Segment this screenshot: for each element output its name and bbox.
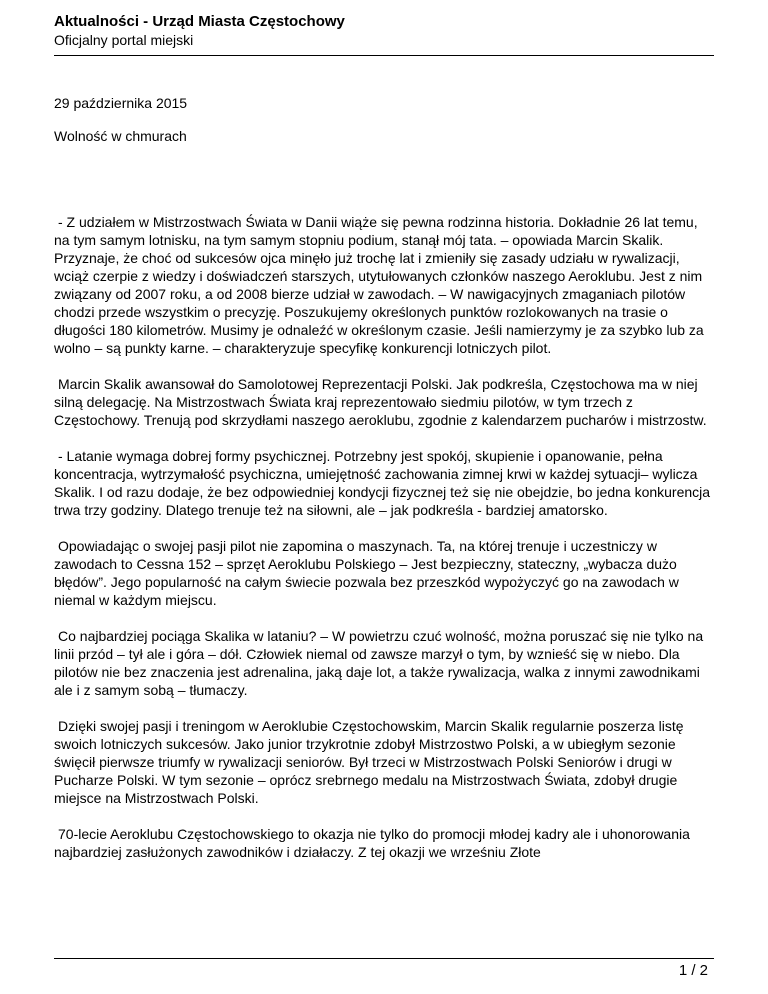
- article-date: 29 października 2015: [54, 95, 188, 111]
- article-paragraph: - Latanie wymaga dobrej formy psychicznej. Potrzebny jest spokój, skupienie i opanowanie, pełna koncentracja, wytrzymałość psychiczna, umiejętność zachowania zimnej krwi w każdej sytuacji– wylicza Skalik. I od razu dodaje, że bez odpowiedniej kondycji fizycznej też się nie obejdzie, bo jedna konkurencja trwa trzy godziny. Dlatego trenuje też na siłowni, ale – jak podkreśla - bardziej amatorsko.: [54, 448, 711, 518]
- article-paragraph: Marcin Skalik awansował do Samolotowej Reprezentacji Polski. Jak podkreśla, Częstochowa ma w niej silną delegację. Na Mistrzostwach Świata kraj reprezentowało siedmiu pilotów, w tym trzech z Częstochowy. Trenują pod skrzydłami naszego aeroklubu, zgodnie z kalendarzem pucharów i mistrzostw.: [54, 376, 707, 428]
- article-body: [54, 213, 716, 879]
- article-paragraph: Co najbardziej pociąga Skalika w lataniu? – W powietrzu czuć wolność, można poruszać się nie tylko na linii przód – tył ale i góra – dół. Człowiek niemal od zawsze marzył o tym, by wznieść się w niebo. Dla pilotów nie bez znaczenia jest adrenalina, jaką daje lot, a także rywalizacja, walka z innymi zawodnikami ale i z samym sobą – tłumaczy.: [54, 628, 704, 698]
- page-header: [54, 12, 714, 49]
- site-title: Aktualności - Urząd Miasta Częstochowy: [54, 13, 345, 30]
- article-paragraph: 70-lecie Aeroklubu Częstochowskiego to okazja nie tylko do promocji młodej kadry ale i uhonorowania najbardziej zasłużonych zawodników i działaczy. Z tej okazji we wrześniu Złote: [54, 826, 690, 860]
- site-subtitle: Oficjalny portal miejski: [54, 32, 194, 48]
- article-paragraph: - Z udziałem w Mistrzostwach Świata w Danii wiąże się pewna rodzinna historia. Dokładnie 26 lat temu, na tym samym lotnisku, na tym samym stopniu podium, stanął mój tata. – opowiada Marcin Skalik. Przyznaje, że choć od sukcesów ojca minęło już trochę lat i zmieniły się zasady udziału w rywalizacji, wciąż czerpie z wiedzy i doświadczeń starszych, utytułowanych członków naszego Aeroklubu. Jest z nim związany od 2007 roku, a od 2008 bierze udział w zawodach. – W nawigacyjnych zmaganiach pilotów chodzi przede wszystkim o precyzję. Poszukujemy określonych punktów rozlokowanych na trasie o długości 180 kilometrów. Musimy je odnaleźć w określonym czasie. Jeśli namierzymy je za szybko lub za wolno – są punkty karne. – charakteryzuje specyfikę konkurencji lotniczych pilot.: [54, 214, 704, 356]
- article-paragraph: Opowiadając o swojej pasji pilot nie zapomina o maszynach. Ta, na której trenuje i uczestniczy w zawodach to Cessna 152 – sprzęt Aeroklubu Polskiego – Jest bezpieczny, stateczny, „wybacza dużo błędów”. Jego popularność na całym świecie pozwala bez przeszkód wypożyczyć go na zawodach w niemal w każdym miejscu.: [54, 538, 679, 608]
- page-number: 1 / 2: [678, 962, 708, 979]
- header-divider: [54, 55, 714, 56]
- footer-divider: [54, 958, 714, 959]
- article-title: Wolność w chmurach: [54, 128, 187, 144]
- article-paragraph: Dzięki swojej pasji i treningom w Aeroklubie Częstochowskim, Marcin Skalik regularnie poszerza listę swoich lotniczych sukcesów. Jako junior trzykrotnie zdobył Mistrzostwo Polski, a w ubiegłym sezonie święcił pierwsze triumfy w rywalizacji seniorów. Był trzeci w Mistrzostwach Polski Seniorów i drugi w Pucharze Polski. W tym sezonie – oprócz srebrnego medalu na Mistrzostwach Świata, zdobył drugie miejsce na Mistrzostwach Polski.: [54, 718, 684, 806]
